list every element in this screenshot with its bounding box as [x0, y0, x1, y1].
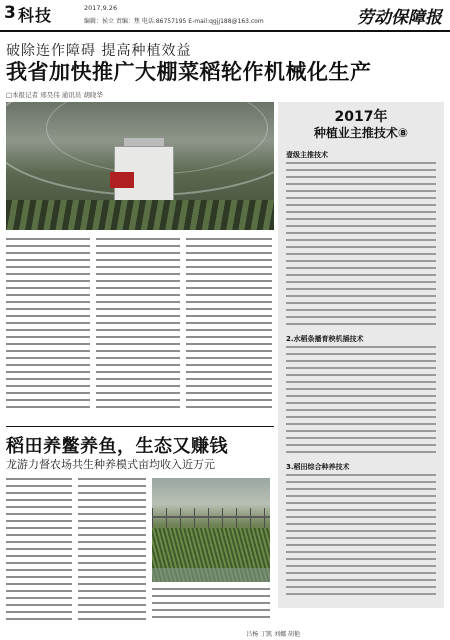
- article2-body-col2: [78, 478, 146, 625]
- box-text-block-3: [286, 474, 436, 600]
- box-title-year: 2017年: [334, 109, 388, 125]
- article1-headline: 我省加快推广大棚菜稻轮作机械化生产: [6, 60, 372, 84]
- tech-recommendation-box: [278, 102, 444, 608]
- article1-byline: □本报记者 邢昊伟 通讯员 胡晓华: [6, 91, 103, 99]
- rice-paddy-photo: [152, 478, 270, 582]
- crop-rows: [6, 200, 274, 230]
- footer: [0, 628, 450, 640]
- article2-body-col3: [152, 588, 270, 623]
- box-section-3: 3.稻田综合种养技术: [286, 463, 350, 471]
- box-section-1: 壹级主推技术: [286, 151, 328, 159]
- section-name: 科技: [18, 6, 53, 25]
- article2-subheadline: 龙游力督农场共生种养模式亩均收入近万元: [6, 458, 215, 471]
- editor-credits: 吕杨 丁凯 刘娜 胡艳: [246, 631, 300, 638]
- article1-kicker: 破除连作障碍 提高种植效益: [6, 43, 192, 59]
- article2-headline: 稻田养鳖养鱼，生态又赚钱: [6, 436, 228, 457]
- paddy-water: [152, 568, 270, 582]
- article1-body-col2: [96, 238, 180, 413]
- issue-date: 2017.9.26: [84, 4, 118, 12]
- page-number: 3: [4, 3, 16, 23]
- fence-posts: [152, 508, 270, 528]
- article2-body-col1: [6, 478, 72, 625]
- box-title: 种植业主推技术⑧: [313, 126, 409, 140]
- newspaper-logo: 劳动保障报: [357, 8, 442, 28]
- article1-body-col1: [6, 238, 90, 413]
- article1-body-col3: [186, 238, 272, 413]
- box-text-block-2: [286, 346, 436, 458]
- fence-rail: [152, 516, 270, 518]
- harvester-red-panel: [110, 172, 134, 188]
- article2-divider: [6, 426, 274, 427]
- greenhouse-harvester-photo: [6, 102, 274, 230]
- masthead: [0, 0, 450, 32]
- contact-line: 编辑：侯立 责编：焦 电话:86757195 E-mail:qgjj188@163.com: [84, 18, 264, 25]
- box-section-2: 2.水稻条播育秧机插技术: [286, 335, 364, 343]
- box-text-block-1: [286, 162, 436, 330]
